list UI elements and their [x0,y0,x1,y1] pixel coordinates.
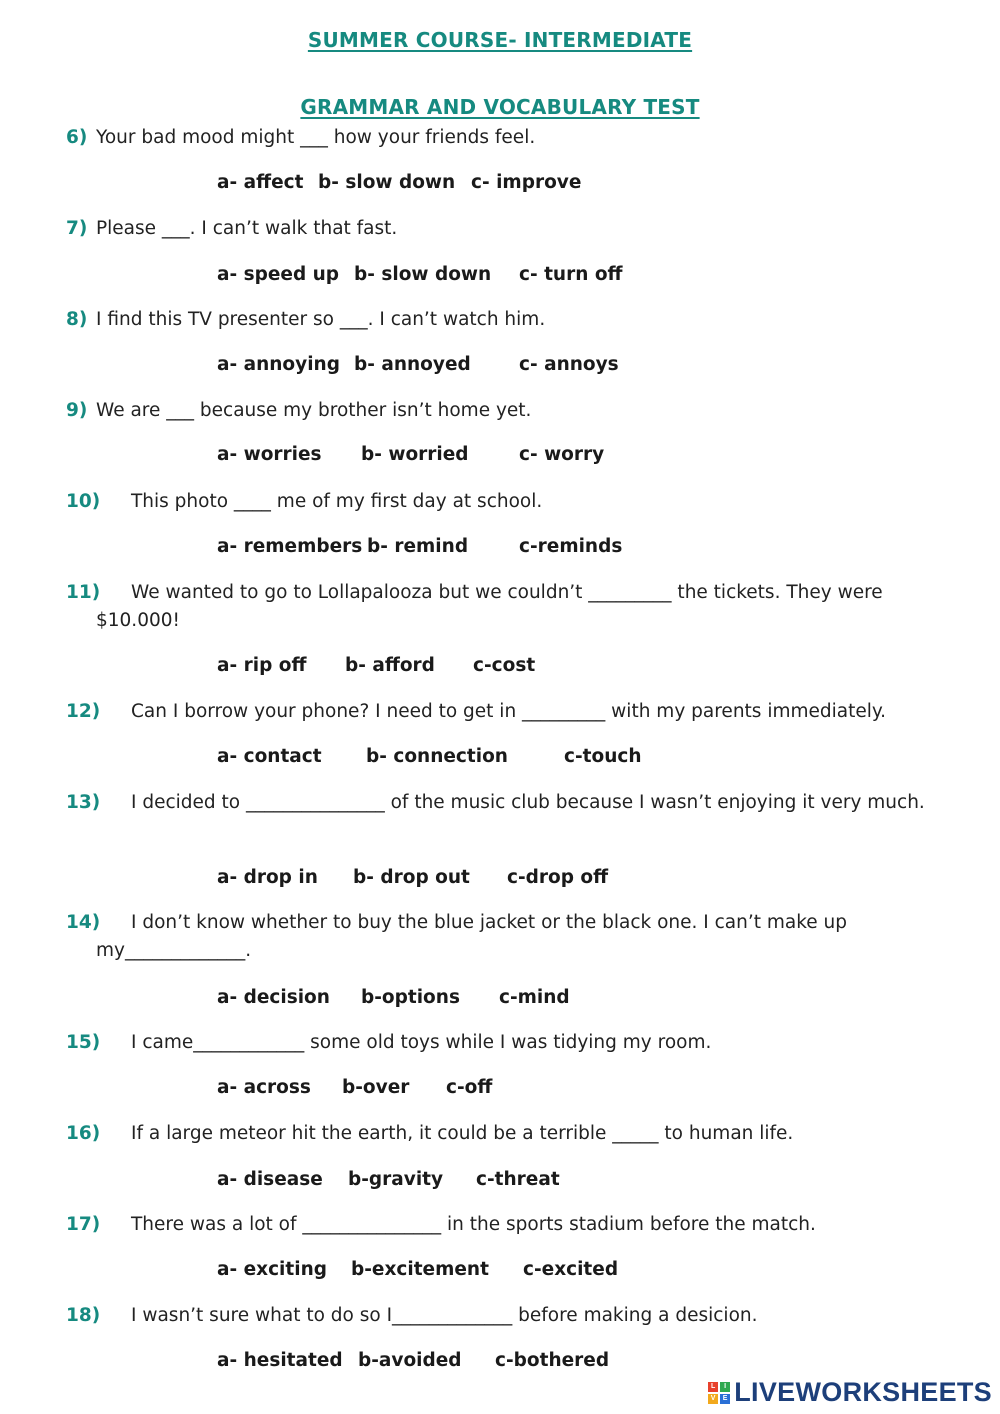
answer-option[interactable]: b-avoided [358,1350,462,1371]
answer-option[interactable]: a- affect [217,172,304,193]
answer-option[interactable]: a- disease [217,1169,323,1190]
question-text: Your bad mood might ___ how your friends feel. [96,127,536,148]
answer-option[interactable]: c-reminds [519,536,623,557]
answer-option[interactable]: c-off [446,1077,493,1098]
question [66,397,946,425]
question [66,698,946,726]
logo-letter: E [720,1394,730,1404]
answer-option[interactable]: a- across [217,1077,311,1098]
question-number: 15) [66,1032,101,1053]
answer-option[interactable]: b-over [342,1077,410,1098]
question-text: There was a lot of _______________ in the sports stadium before the match. [131,1214,816,1235]
question-text: I came____________ some old toys while I was tidying my room. [131,1032,712,1053]
page-title: SUMMER COURSE- INTERMEDIATE [307,28,693,52]
answer-option[interactable]: c- improve [471,172,582,193]
question [66,215,946,243]
question [66,306,946,334]
brand-name: LIVEWORKSHEETS [734,1377,992,1407]
logo-letter: V [708,1394,718,1404]
answer-option[interactable]: c-mind [499,987,570,1008]
page-subtitle: GRAMMAR AND VOCABULARY TEST [300,95,700,119]
logo-grid-icon [708,1382,730,1404]
question-number: 11) [66,582,101,603]
liveworksheets-logo [708,1377,992,1408]
answer-option[interactable]: c-cost [473,655,536,676]
answer-option[interactable]: b-gravity [348,1169,444,1190]
question-text: I don’t know whether to buy the blue jacket or the black one. I can’t make up my_____________. [96,912,848,961]
answer-option[interactable]: c- annoys [519,354,619,375]
question [66,579,946,635]
answer-option[interactable]: b- slow down [318,172,456,193]
question-text: If a large meteor hit the earth, it could be a terrible _____ to human life. [131,1123,794,1144]
answer-option[interactable]: a- decision [217,987,330,1008]
question-number: 16) [66,1123,101,1144]
question-text: We wanted to go to Lollapalooza but we couldn’t _________ the tickets. They were $10.000! [96,582,883,631]
question-number: 7) [66,218,88,239]
answer-option[interactable]: a- drop in [217,867,318,888]
question-number: 6) [66,127,88,148]
answer-option[interactable]: c-excited [523,1259,619,1280]
answer-option[interactable]: c-bothered [495,1350,610,1371]
answer-option[interactable]: b- drop out [353,867,470,888]
answer-option[interactable]: a- contact [217,746,322,767]
question-text: I decided to _______________ of the music club because I wasn’t enjoying it very much. [131,792,925,813]
question [66,1211,946,1239]
question [66,488,946,516]
question-number: 17) [66,1214,101,1235]
question-text: This photo ____ me of my first day at school. [131,491,543,512]
answer-option[interactable]: a- annoying [217,354,340,375]
answer-option[interactable]: b-options [361,987,460,1008]
question [66,1302,946,1330]
question-text: We are ___ because my brother isn’t home yet. [96,400,532,421]
logo-letter: I [720,1382,730,1392]
question-number: 10) [66,491,101,512]
question-number: 13) [66,792,101,813]
answer-option[interactable]: c- turn off [519,264,623,285]
answer-option[interactable]: a- worries [217,444,322,465]
question-number: 14) [66,912,101,933]
question-text: Please ___. I can’t walk that fast. [96,218,398,239]
question [66,909,946,965]
answer-option[interactable]: a- exciting [217,1259,327,1280]
question [66,789,946,817]
answer-option[interactable]: b- connection [366,746,508,767]
answer-option[interactable]: c-threat [476,1169,560,1190]
question-text: Can I borrow your phone? I need to get in _________ with my parents immediately. [131,701,887,722]
answer-option[interactable]: b- slow down [354,264,492,285]
question-number: 12) [66,701,101,722]
question-number: 18) [66,1305,101,1326]
answer-option[interactable]: c-drop off [507,867,609,888]
answer-option[interactable]: b- worried [361,444,469,465]
answer-option[interactable]: b- remind [367,536,469,557]
answer-option[interactable]: b- annoyed [354,354,471,375]
question [66,1120,946,1148]
logo-letter: L [708,1382,718,1392]
question [66,1029,946,1057]
answer-option[interactable]: a- rip off [217,655,307,676]
answer-option[interactable]: a- speed up [217,264,340,285]
answer-option[interactable]: c-touch [564,746,642,767]
answer-option[interactable]: a- hesitated [217,1350,343,1371]
answer-option[interactable]: a- remembers [217,536,363,557]
question-number: 9) [66,400,88,421]
answer-option[interactable]: b- afford [345,655,435,676]
question-text: I wasn’t sure what to do so I_____________ before making a desicion. [131,1305,758,1326]
answer-option[interactable]: b-excitement [351,1259,489,1280]
question-number: 8) [66,309,88,330]
question-text: I find this TV presenter so ___. I can’t watch him. [96,309,546,330]
answer-option[interactable]: c- worry [519,444,605,465]
question [66,124,946,152]
